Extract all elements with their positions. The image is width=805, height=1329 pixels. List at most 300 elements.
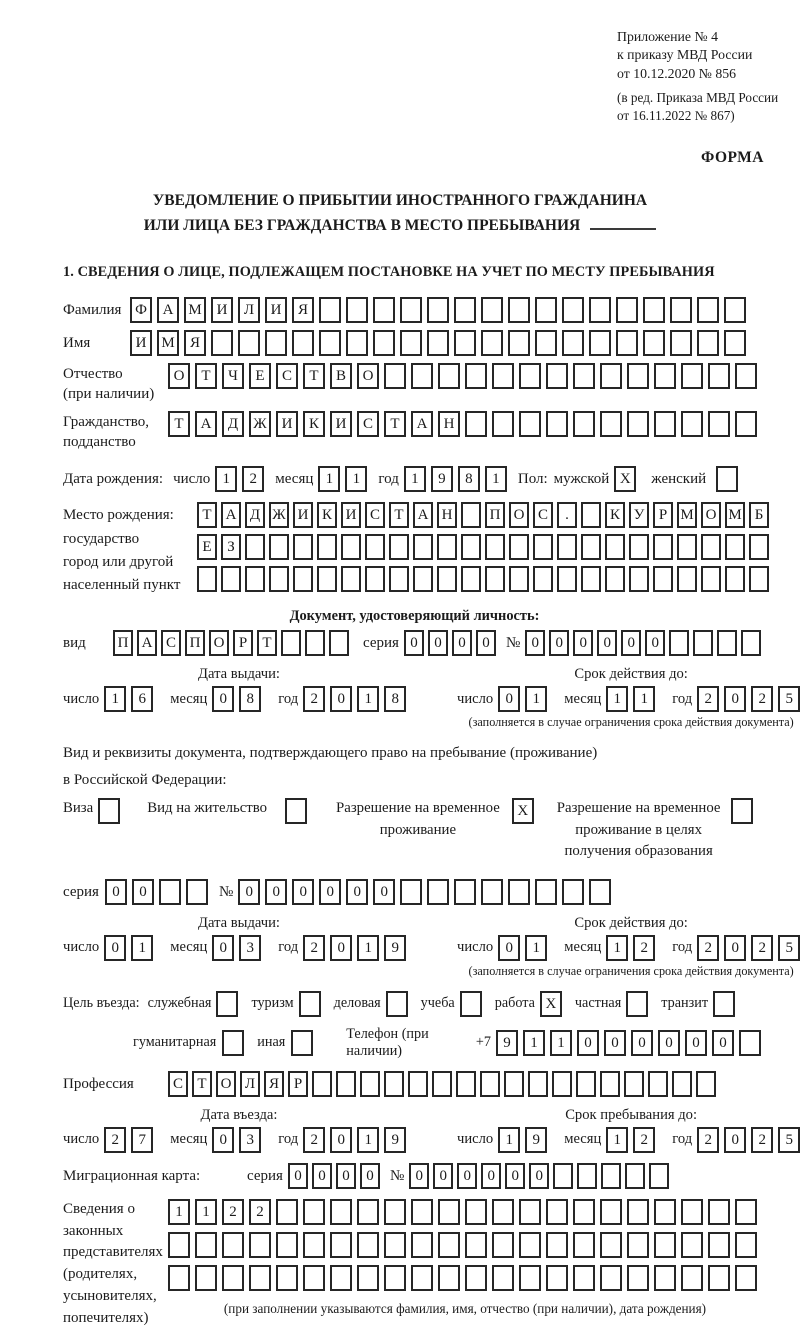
char-box[interactable]	[627, 411, 649, 437]
char-box[interactable]	[508, 330, 530, 356]
char-box[interactable]	[533, 534, 553, 560]
char-box[interactable]: 0	[597, 630, 617, 656]
char-box[interactable]: 0	[312, 1163, 332, 1189]
char-box[interactable]	[627, 1199, 649, 1225]
char-box[interactable]: Е	[249, 363, 271, 389]
char-box[interactable]: У	[629, 502, 649, 528]
char-box[interactable]	[616, 330, 638, 356]
char-box[interactable]	[465, 1232, 487, 1258]
char-box[interactable]	[546, 1265, 568, 1291]
char-box[interactable]: О	[168, 363, 190, 389]
char-box[interactable]: 2	[751, 1127, 773, 1153]
char-box[interactable]	[461, 502, 481, 528]
char-box[interactable]	[357, 1265, 379, 1291]
char-box[interactable]: 2	[751, 686, 773, 712]
char-box[interactable]: 0	[476, 630, 496, 656]
char-box[interactable]	[400, 330, 422, 356]
char-box[interactable]: И	[265, 297, 287, 323]
char-box[interactable]	[408, 1071, 428, 1097]
char-box[interactable]	[735, 1199, 757, 1225]
char-box[interactable]: 1	[357, 1127, 379, 1153]
char-box[interactable]	[303, 1232, 325, 1258]
char-box[interactable]: 0	[330, 686, 352, 712]
char-box[interactable]: 1	[345, 466, 367, 492]
char-box[interactable]	[336, 1071, 356, 1097]
char-box[interactable]: 0	[724, 935, 746, 961]
char-box[interactable]	[465, 1265, 487, 1291]
char-box[interactable]	[159, 879, 181, 905]
char-box[interactable]: М	[725, 502, 745, 528]
char-box[interactable]	[400, 297, 422, 323]
char-box[interactable]: 2	[633, 1127, 655, 1153]
char-box[interactable]	[411, 1199, 433, 1225]
char-box[interactable]	[384, 1232, 406, 1258]
char-box[interactable]	[211, 330, 233, 356]
char-box[interactable]	[357, 1199, 379, 1225]
char-box[interactable]	[245, 534, 265, 560]
char-box[interactable]: Т	[389, 502, 409, 528]
char-box[interactable]: 2	[104, 1127, 126, 1153]
char-box[interactable]	[384, 1199, 406, 1225]
char-box[interactable]	[492, 411, 514, 437]
char-box[interactable]	[626, 991, 648, 1017]
char-box[interactable]	[269, 566, 289, 592]
char-box[interactable]	[465, 411, 487, 437]
char-box[interactable]: Т	[197, 502, 217, 528]
char-box[interactable]	[528, 1071, 548, 1097]
char-box[interactable]: О	[701, 502, 721, 528]
char-box[interactable]	[330, 1232, 352, 1258]
char-box[interactable]	[581, 534, 601, 560]
char-box[interactable]	[741, 630, 761, 656]
char-box[interactable]: 9	[525, 1127, 547, 1153]
char-box[interactable]: К	[317, 502, 337, 528]
char-box[interactable]: М	[677, 502, 697, 528]
char-box[interactable]	[197, 566, 217, 592]
char-box[interactable]	[562, 330, 584, 356]
char-box[interactable]	[653, 566, 673, 592]
char-box[interactable]: 1	[550, 1030, 572, 1056]
char-box[interactable]: 2	[249, 1199, 271, 1225]
char-box[interactable]	[725, 534, 745, 560]
char-box[interactable]	[461, 566, 481, 592]
char-box[interactable]: 0	[330, 935, 352, 961]
char-box[interactable]	[460, 991, 482, 1017]
char-box[interactable]: 3	[239, 1127, 261, 1153]
char-box[interactable]: Е	[197, 534, 217, 560]
char-box[interactable]: 0	[373, 879, 395, 905]
char-box[interactable]	[454, 330, 476, 356]
char-box[interactable]	[672, 1071, 692, 1097]
char-box[interactable]	[195, 1232, 217, 1258]
char-box[interactable]	[717, 630, 737, 656]
char-box[interactable]: 0	[712, 1030, 734, 1056]
char-box[interactable]	[411, 1232, 433, 1258]
char-box[interactable]: Я	[292, 297, 314, 323]
char-box[interactable]	[249, 1232, 271, 1258]
char-box[interactable]	[293, 534, 313, 560]
char-box[interactable]: С	[357, 411, 379, 437]
char-box[interactable]	[749, 534, 769, 560]
char-box[interactable]: 0	[433, 1163, 453, 1189]
char-box[interactable]	[437, 566, 457, 592]
char-box[interactable]: 1	[525, 686, 547, 712]
char-box[interactable]: Д	[222, 411, 244, 437]
char-box[interactable]: 1	[357, 935, 379, 961]
char-box[interactable]	[465, 363, 487, 389]
char-box[interactable]: .	[557, 502, 577, 528]
char-box[interactable]	[581, 566, 601, 592]
char-box[interactable]	[696, 1071, 716, 1097]
char-box[interactable]: Р	[288, 1071, 308, 1097]
char-box[interactable]	[329, 630, 349, 656]
char-box[interactable]: 0	[724, 686, 746, 712]
char-box[interactable]: Я	[264, 1071, 284, 1097]
char-box[interactable]: В	[330, 363, 352, 389]
char-box[interactable]	[670, 297, 692, 323]
char-box[interactable]	[384, 363, 406, 389]
char-box[interactable]	[519, 363, 541, 389]
char-box[interactable]	[600, 363, 622, 389]
char-box[interactable]	[438, 1232, 460, 1258]
char-box[interactable]	[384, 1265, 406, 1291]
char-box[interactable]	[713, 991, 735, 1017]
char-box[interactable]	[291, 1030, 313, 1056]
char-box[interactable]	[519, 411, 541, 437]
char-box[interactable]: 1	[633, 686, 655, 712]
char-box[interactable]	[346, 297, 368, 323]
char-box[interactable]	[577, 1163, 597, 1189]
char-box[interactable]	[480, 1071, 500, 1097]
char-box[interactable]	[677, 534, 697, 560]
char-box[interactable]: 1	[357, 686, 379, 712]
char-box[interactable]	[627, 1232, 649, 1258]
char-box[interactable]	[654, 1232, 676, 1258]
char-box[interactable]	[400, 879, 422, 905]
char-box[interactable]	[670, 330, 692, 356]
char-box[interactable]	[697, 330, 719, 356]
char-box[interactable]: 2	[303, 686, 325, 712]
char-box[interactable]: 1	[131, 935, 153, 961]
char-box[interactable]: 0	[498, 686, 520, 712]
char-box[interactable]: 0	[573, 630, 593, 656]
char-box[interactable]: 0	[104, 935, 126, 961]
char-box[interactable]: 0	[621, 630, 641, 656]
char-box[interactable]	[305, 630, 325, 656]
char-box[interactable]	[461, 534, 481, 560]
char-box[interactable]	[669, 630, 689, 656]
char-box[interactable]	[481, 879, 503, 905]
char-box[interactable]	[303, 1199, 325, 1225]
char-box[interactable]: 1	[606, 1127, 628, 1153]
char-box[interactable]	[708, 1265, 730, 1291]
char-box[interactable]	[222, 1030, 244, 1056]
char-box[interactable]	[432, 1071, 452, 1097]
char-box[interactable]: Т	[257, 630, 277, 656]
char-box[interactable]: 2	[303, 1127, 325, 1153]
char-box[interactable]: П	[185, 630, 205, 656]
char-box[interactable]	[573, 1265, 595, 1291]
char-box[interactable]: Н	[438, 411, 460, 437]
char-box[interactable]: Р	[233, 630, 253, 656]
char-box[interactable]: 0	[549, 630, 569, 656]
char-box[interactable]: А	[157, 297, 179, 323]
char-box[interactable]	[562, 297, 584, 323]
char-box[interactable]: 1	[215, 466, 237, 492]
char-box[interactable]	[654, 1265, 676, 1291]
char-box[interactable]: 2	[303, 935, 325, 961]
char-box[interactable]	[319, 330, 341, 356]
char-box[interactable]	[735, 411, 757, 437]
char-box[interactable]: О	[209, 630, 229, 656]
char-box[interactable]: 7	[131, 1127, 153, 1153]
char-box[interactable]: А	[137, 630, 157, 656]
char-box[interactable]	[735, 1265, 757, 1291]
char-box[interactable]	[681, 1232, 703, 1258]
char-box[interactable]	[317, 566, 337, 592]
char-box[interactable]: 0	[428, 630, 448, 656]
char-box[interactable]	[605, 534, 625, 560]
char-box[interactable]	[319, 297, 341, 323]
char-box[interactable]	[724, 297, 746, 323]
char-box[interactable]: С	[168, 1071, 188, 1097]
char-box[interactable]	[708, 1199, 730, 1225]
char-box[interactable]: И	[341, 502, 361, 528]
char-box[interactable]: Л	[238, 297, 260, 323]
char-box[interactable]: 0	[631, 1030, 653, 1056]
char-box[interactable]: 1	[104, 686, 126, 712]
char-box[interactable]: 0	[409, 1163, 429, 1189]
char-box[interactable]	[492, 1232, 514, 1258]
char-box[interactable]: 0	[645, 630, 665, 656]
char-box[interactable]: 0	[212, 935, 234, 961]
char-box[interactable]: П	[485, 502, 505, 528]
char-box[interactable]	[643, 297, 665, 323]
char-box[interactable]: И	[130, 330, 152, 356]
char-box[interactable]	[389, 566, 409, 592]
char-box[interactable]: 0	[288, 1163, 308, 1189]
char-box[interactable]: С	[533, 502, 553, 528]
char-box[interactable]: 1	[168, 1199, 190, 1225]
char-box[interactable]	[195, 1265, 217, 1291]
char-box[interactable]: 5	[778, 686, 800, 712]
char-box[interactable]	[168, 1232, 190, 1258]
char-box[interactable]	[708, 411, 730, 437]
char-box[interactable]	[600, 411, 622, 437]
char-box[interactable]	[360, 1071, 380, 1097]
char-box[interactable]	[437, 534, 457, 560]
char-box[interactable]	[724, 330, 746, 356]
char-box[interactable]: 5	[778, 1127, 800, 1153]
char-box[interactable]	[627, 1265, 649, 1291]
char-box[interactable]	[98, 798, 120, 824]
char-box[interactable]	[222, 1232, 244, 1258]
char-box[interactable]	[222, 1265, 244, 1291]
char-box[interactable]	[697, 297, 719, 323]
char-box[interactable]	[341, 566, 361, 592]
char-box[interactable]	[681, 1265, 703, 1291]
char-box[interactable]	[535, 297, 557, 323]
char-box[interactable]	[546, 363, 568, 389]
char-box[interactable]	[330, 1199, 352, 1225]
char-box[interactable]	[276, 1265, 298, 1291]
char-box[interactable]	[625, 1163, 645, 1189]
char-box[interactable]	[648, 1071, 668, 1097]
char-box[interactable]	[573, 1199, 595, 1225]
char-box[interactable]: 2	[697, 935, 719, 961]
char-box[interactable]: 0	[457, 1163, 477, 1189]
char-box[interactable]	[454, 297, 476, 323]
char-box[interactable]: 0	[525, 630, 545, 656]
char-box[interactable]	[438, 1265, 460, 1291]
char-box[interactable]	[504, 1071, 524, 1097]
char-box[interactable]: 1	[318, 466, 340, 492]
char-box[interactable]: X	[614, 466, 636, 492]
char-box[interactable]: А	[411, 411, 433, 437]
char-box[interactable]	[411, 1265, 433, 1291]
char-box[interactable]: 1	[606, 686, 628, 712]
char-box[interactable]	[731, 798, 753, 824]
char-box[interactable]	[535, 330, 557, 356]
char-box[interactable]	[519, 1199, 541, 1225]
char-box[interactable]	[681, 363, 703, 389]
char-box[interactable]	[681, 411, 703, 437]
char-box[interactable]: И	[211, 297, 233, 323]
char-box[interactable]	[552, 1071, 572, 1097]
char-box[interactable]	[749, 566, 769, 592]
char-box[interactable]	[245, 566, 265, 592]
char-box[interactable]	[456, 1071, 476, 1097]
char-box[interactable]: Ф	[130, 297, 152, 323]
char-box[interactable]: 0	[238, 879, 260, 905]
char-box[interactable]	[654, 1199, 676, 1225]
char-box[interactable]	[643, 330, 665, 356]
char-box[interactable]: 2	[222, 1199, 244, 1225]
char-box[interactable]: И	[330, 411, 352, 437]
char-box[interactable]: О	[357, 363, 379, 389]
char-box[interactable]	[716, 466, 738, 492]
char-box[interactable]: 1	[525, 935, 547, 961]
char-box[interactable]	[265, 330, 287, 356]
char-box[interactable]	[693, 630, 713, 656]
char-box[interactable]: 0	[346, 879, 368, 905]
char-box[interactable]: Ж	[269, 502, 289, 528]
char-box[interactable]: 0	[336, 1163, 356, 1189]
char-box[interactable]: С	[276, 363, 298, 389]
char-box[interactable]	[509, 566, 529, 592]
char-box[interactable]	[654, 363, 676, 389]
char-box[interactable]	[312, 1071, 332, 1097]
char-box[interactable]	[557, 534, 577, 560]
char-box[interactable]: 0	[360, 1163, 380, 1189]
char-box[interactable]: 0	[604, 1030, 626, 1056]
char-box[interactable]	[238, 330, 260, 356]
char-box[interactable]	[581, 502, 601, 528]
char-box[interactable]	[168, 1265, 190, 1291]
char-box[interactable]	[600, 1071, 620, 1097]
char-box[interactable]	[221, 566, 241, 592]
char-box[interactable]	[681, 1199, 703, 1225]
char-box[interactable]	[600, 1265, 622, 1291]
char-box[interactable]: 6	[131, 686, 153, 712]
char-box[interactable]	[725, 566, 745, 592]
char-box[interactable]: 0	[212, 686, 234, 712]
char-box[interactable]: 0	[498, 935, 520, 961]
char-box[interactable]: Н	[437, 502, 457, 528]
char-box[interactable]: 0	[529, 1163, 549, 1189]
char-box[interactable]	[481, 297, 503, 323]
char-box[interactable]	[546, 411, 568, 437]
char-box[interactable]: 2	[633, 935, 655, 961]
char-box[interactable]: И	[293, 502, 313, 528]
char-box[interactable]	[346, 330, 368, 356]
char-box[interactable]	[508, 297, 530, 323]
char-box[interactable]: 8	[458, 466, 480, 492]
char-box[interactable]	[365, 566, 385, 592]
char-box[interactable]: Б	[749, 502, 769, 528]
char-box[interactable]	[653, 534, 673, 560]
char-box[interactable]: 9	[431, 466, 453, 492]
char-box[interactable]	[654, 411, 676, 437]
char-box[interactable]	[386, 991, 408, 1017]
char-box[interactable]	[373, 297, 395, 323]
char-box[interactable]	[427, 330, 449, 356]
char-box[interactable]: 0	[452, 630, 472, 656]
char-box[interactable]	[701, 534, 721, 560]
char-box[interactable]: 9	[384, 1127, 406, 1153]
char-box[interactable]: Т	[303, 363, 325, 389]
char-box[interactable]: 2	[242, 466, 264, 492]
char-box[interactable]: 2	[697, 1127, 719, 1153]
char-box[interactable]	[600, 1232, 622, 1258]
char-box[interactable]	[341, 534, 361, 560]
char-box[interactable]: С	[161, 630, 181, 656]
char-box[interactable]	[293, 566, 313, 592]
char-box[interactable]: 0	[481, 1163, 501, 1189]
char-box[interactable]	[573, 1232, 595, 1258]
char-box[interactable]: З	[221, 534, 241, 560]
char-box[interactable]	[677, 566, 697, 592]
char-box[interactable]	[384, 1071, 404, 1097]
char-box[interactable]	[573, 411, 595, 437]
char-box[interactable]	[605, 566, 625, 592]
char-box[interactable]	[330, 1265, 352, 1291]
char-box[interactable]: X	[512, 798, 534, 824]
char-box[interactable]	[492, 363, 514, 389]
char-box[interactable]	[276, 1232, 298, 1258]
char-box[interactable]: 8	[384, 686, 406, 712]
char-box[interactable]	[508, 879, 530, 905]
char-box[interactable]: X	[540, 991, 562, 1017]
char-box[interactable]	[600, 1199, 622, 1225]
char-box[interactable]	[546, 1199, 568, 1225]
char-box[interactable]	[492, 1265, 514, 1291]
char-box[interactable]: А	[221, 502, 241, 528]
char-box[interactable]	[357, 1232, 379, 1258]
char-box[interactable]	[519, 1232, 541, 1258]
char-box[interactable]: О	[509, 502, 529, 528]
char-box[interactable]	[186, 879, 208, 905]
char-box[interactable]	[485, 534, 505, 560]
char-box[interactable]: 1	[523, 1030, 545, 1056]
char-box[interactable]	[589, 330, 611, 356]
char-box[interactable]	[299, 991, 321, 1017]
char-box[interactable]: 0	[330, 1127, 352, 1153]
char-box[interactable]	[465, 1199, 487, 1225]
char-box[interactable]: 1	[498, 1127, 520, 1153]
char-box[interactable]	[269, 534, 289, 560]
char-box[interactable]: К	[303, 411, 325, 437]
